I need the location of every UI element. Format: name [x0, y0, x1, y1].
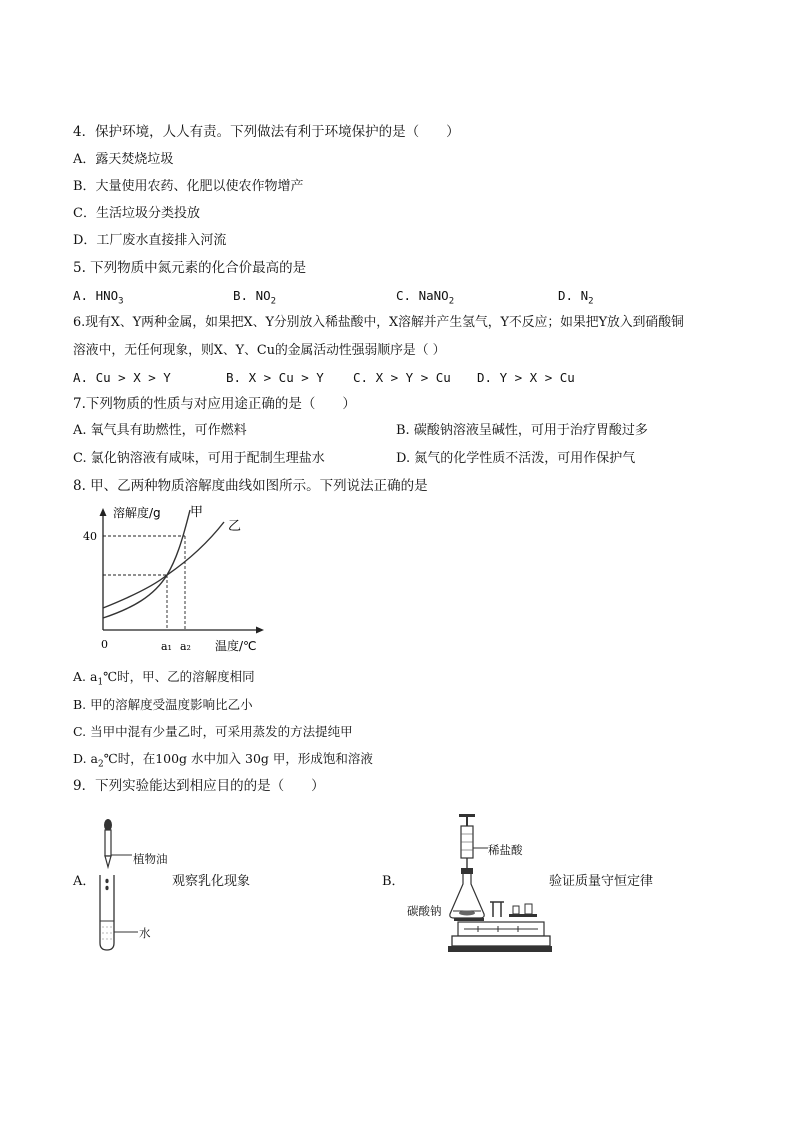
q5-stem: 5. 下列物质中氮元素的化合价最高的是: [73, 260, 307, 276]
q9-stem: 9．下列实验能达到相应目的的是（ ）: [73, 778, 325, 794]
q8-stem: 8. 甲、乙两种物质溶解度曲线如图所示。下列说法正确的是: [73, 478, 428, 494]
q4-option-d: D．工厂废水直接排入河流: [73, 233, 227, 248]
q8-option-b: B. 甲的溶解度受温度影响比乙小: [73, 697, 253, 712]
balance-base: [452, 936, 550, 946]
weight-2: [525, 904, 532, 914]
q4-stem: 4．保护环境，人人有责。下列做法有利于环境保护的是（ ）: [73, 124, 460, 140]
oil-drop-2: [105, 886, 108, 890]
left-pan: [454, 918, 484, 921]
series-label-yi: 乙: [228, 519, 242, 534]
q5-option-b: B. $NO_2$: [233, 288, 277, 307]
x-axis-arrow: [256, 627, 264, 634]
q4-option-a: A．露天焚烧垃圾: [73, 152, 174, 167]
oil-drop-1: [105, 879, 108, 883]
q7-option-d: D. 氮气的化学性质不活泼，可用作保护气: [396, 451, 636, 466]
syringe-handle: [459, 814, 475, 817]
emulsion-experiment-figure: [92, 815, 182, 955]
q5-option-a: A. $HNO_3$: [73, 288, 124, 307]
x-axis-label: 温度/℃: [215, 639, 257, 653]
q9-option-b-caption: 验证质量守恒定律: [549, 874, 654, 889]
q5-option-d: D. $N_2$: [558, 288, 594, 307]
flask-stopper: [461, 868, 473, 874]
x-tick-a1: a₁: [161, 640, 172, 653]
label-sodium-carbonate: 碳酸钠: [407, 904, 442, 918]
mass-conservation-figure: [448, 812, 552, 958]
q6-option-d: D. Y > X > Cu: [477, 370, 575, 385]
q7-option-b: B. 碳酸钠溶液呈碱性，可用于治疗胃酸过多: [396, 423, 648, 438]
q8-option-d: D. $a_2℃$时，在100g 水中加入 30g 甲，形成饱和溶液: [73, 751, 373, 770]
label-dilute-hcl: 稀盐酸: [488, 843, 523, 857]
curve-jia: [103, 510, 190, 618]
label-vegetable-oil: 植物油: [133, 852, 168, 866]
solubility-chart: [78, 500, 278, 658]
sodium-carbonate-powder: [459, 911, 475, 916]
q8-option-c: C. 当甲中混有少量乙时，可采用蒸发的方法提纯甲: [73, 724, 353, 739]
origin-label: 0: [101, 638, 108, 651]
q5-option-c: C. NaNO$_2$: [396, 288, 455, 307]
q6-option-b: B. X > Cu > Y: [226, 370, 324, 385]
balance-pointer-stand: [490, 902, 504, 917]
q4-option-b: B．大量使用农药、化肥以使农作物增产: [73, 179, 304, 194]
series-label-jia: 甲: [190, 505, 204, 520]
q7-option-a: A. 氧气具有助燃性，可作燃料: [73, 423, 247, 438]
y-tick-40: 40: [83, 530, 97, 543]
curve-yi: [103, 522, 224, 608]
q9-option-b-letter: B．: [382, 874, 405, 889]
q6-stem-line2: 溶液中，无任何现象，则X、Y、Cu的金属活动性强弱顺序是（ ）: [73, 343, 446, 358]
y-axis-arrow: [100, 508, 107, 516]
q6-option-a: A. Cu > X > Y: [73, 370, 171, 385]
q4-option-c: C．生活垃圾分类投放: [73, 206, 200, 221]
q7-option-c: C. 氯化钠溶液有咸味，可用于配制生理盐水: [73, 451, 325, 466]
q6-option-c: C. X > Y > Cu: [353, 370, 451, 385]
q9-option-a-caption: 观察乳化现象: [172, 874, 251, 889]
q7-stem: 7.下列物质的性质与对应用途正确的是（ ）: [73, 396, 356, 412]
label-water: 水: [139, 926, 151, 940]
dropper-body: [105, 830, 111, 856]
q8-option-a: A. $a_1℃$时，甲、乙的溶解度相同: [73, 669, 255, 688]
x-tick-a2: a₂: [180, 640, 191, 653]
q6-stem-line1: 6.现有X、Y两种金属，如果把X、Y分别放入稀盐酸中，X溶解并产生氢气，Y不反应；如果把Y放入到硝酸铜: [73, 315, 684, 330]
weight-1: [513, 906, 519, 914]
y-axis-label: 溶解度/g: [113, 506, 161, 520]
q9-option-a-letter: A．: [73, 874, 96, 889]
balance-foot: [448, 946, 552, 952]
dropper-bulb: [104, 819, 112, 831]
dropper-tip: [105, 856, 111, 867]
